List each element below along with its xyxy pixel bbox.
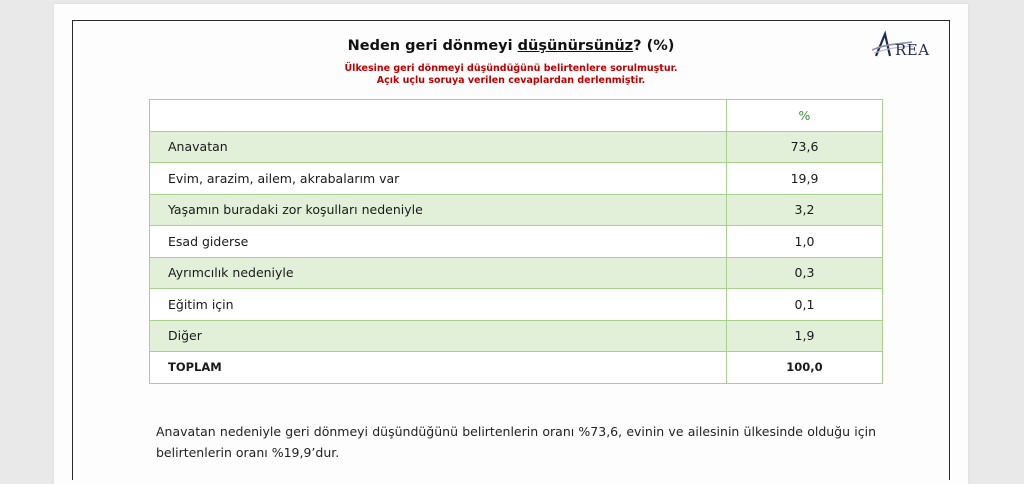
row-label: Eğitim için bbox=[150, 289, 727, 321]
table-row bbox=[150, 257, 883, 289]
row-label: Yaşamın buradaki zor koşulları nedeniyle bbox=[150, 194, 727, 226]
results-table bbox=[149, 99, 883, 384]
row-value: 1,9 bbox=[727, 320, 883, 352]
table-row bbox=[150, 289, 883, 321]
row-label: Ayrımcılık nedeniyle bbox=[150, 257, 727, 289]
row-label: Diğer bbox=[150, 320, 727, 352]
table-header-row bbox=[150, 100, 883, 132]
row-value: 0,3 bbox=[727, 257, 883, 289]
total-label: TOPLAM bbox=[150, 352, 727, 384]
row-label: Anavatan bbox=[150, 131, 727, 163]
table-row bbox=[150, 320, 883, 352]
row-value: 73,6 bbox=[727, 131, 883, 163]
row-label: Evim, arazim, ailem, akrabalarım var bbox=[150, 163, 727, 195]
report-title: Neden geri dönmeyi düşünürsünüz? (%) bbox=[347, 38, 675, 54]
note-line-2: Açık uçlu soruya verilen cevaplardan derlenmiştir. bbox=[376, 75, 646, 86]
note-line-1: Ülkesine geri dönmeyi düşündüğünü belirtenlere sorulmuştur. bbox=[344, 63, 678, 74]
header-percent-cell: % bbox=[727, 100, 883, 132]
total-value: 100,0 bbox=[727, 352, 883, 384]
logo-text: REA bbox=[895, 41, 930, 59]
row-value: 0,1 bbox=[727, 289, 883, 321]
row-value: 1,0 bbox=[727, 226, 883, 258]
row-value: 19,9 bbox=[727, 163, 883, 195]
row-value: 3,2 bbox=[727, 194, 883, 226]
row-label: Esad giderse bbox=[150, 226, 727, 258]
header-label-cell bbox=[150, 100, 727, 132]
table-row bbox=[150, 131, 883, 163]
table-total-row bbox=[150, 352, 883, 384]
table-row bbox=[150, 163, 883, 195]
table-row bbox=[150, 226, 883, 258]
table-row bbox=[150, 194, 883, 226]
summary-paragraph: Anavatan nedeniyle geri dönmeyi düşündüğünü belirtenlerin oranı %73,6, evinin ve ailesinin ülkesinde olduğu için belirtenlerin oranı %19,9’dur. bbox=[156, 424, 876, 460]
